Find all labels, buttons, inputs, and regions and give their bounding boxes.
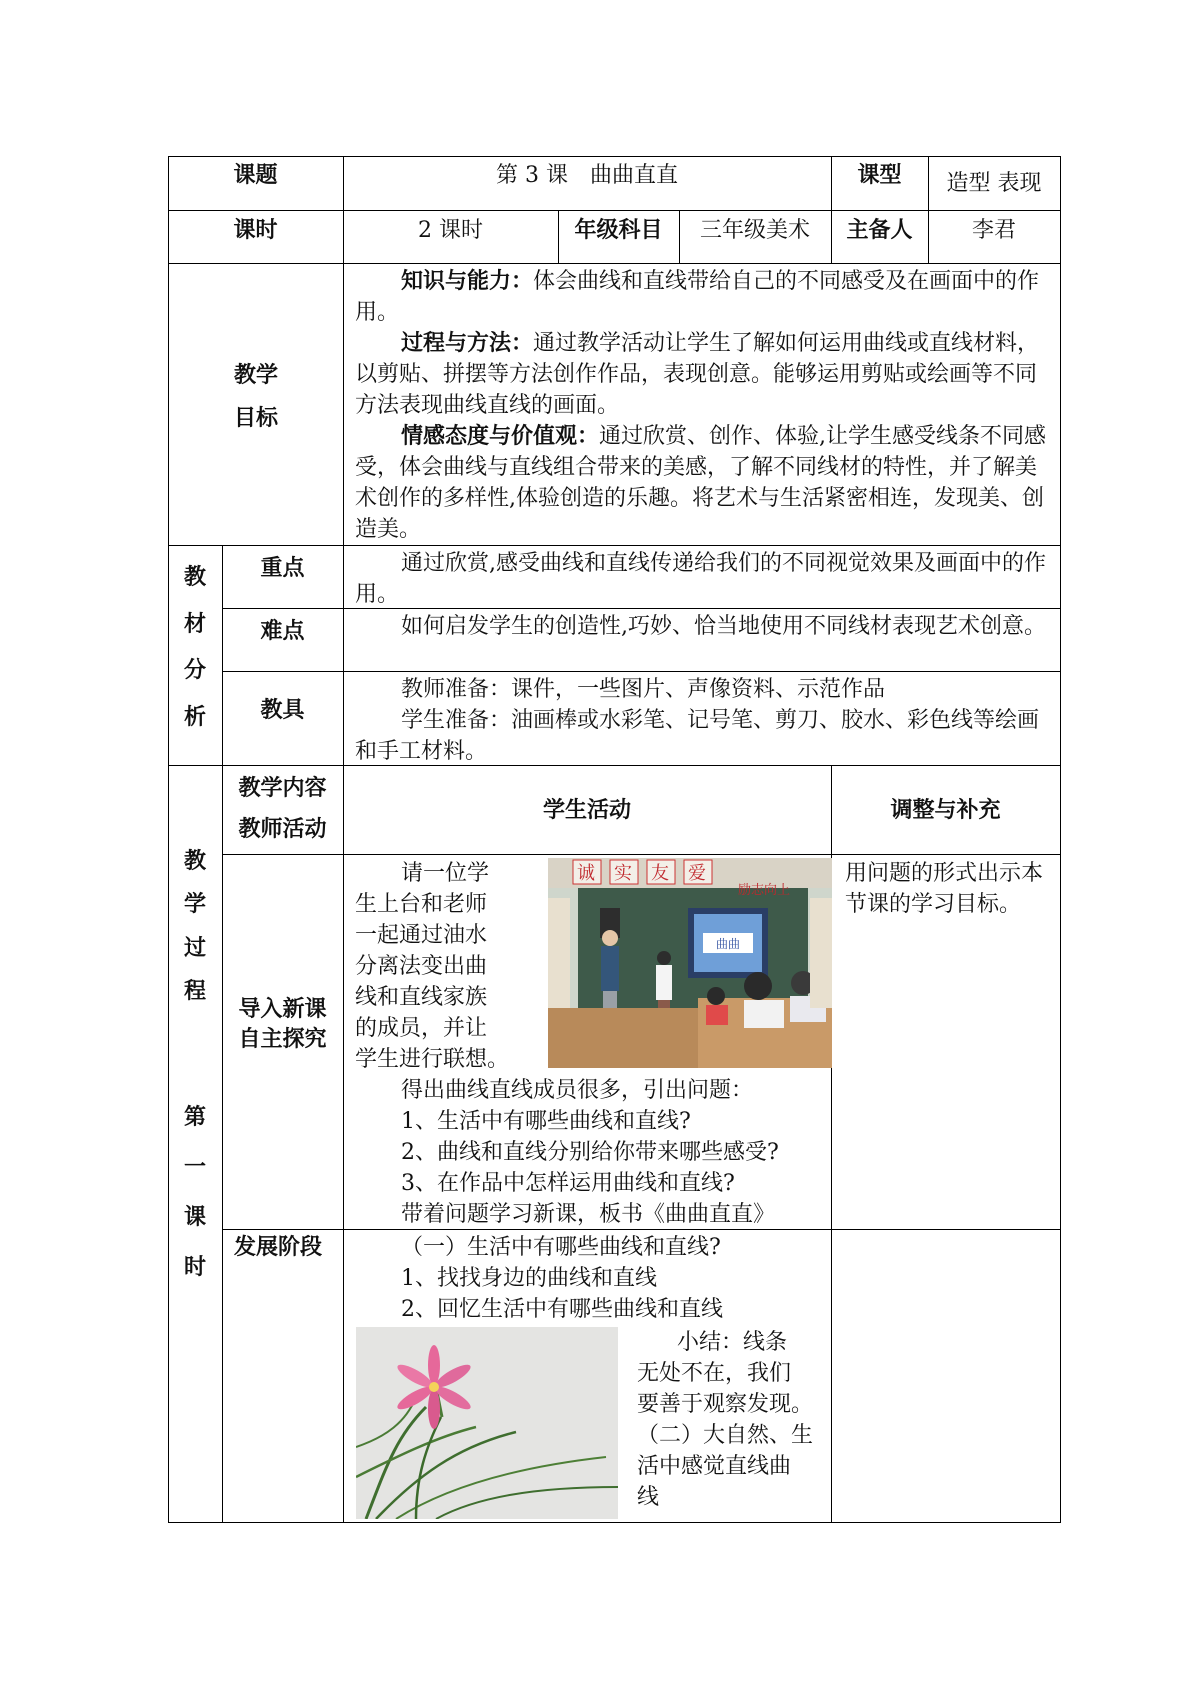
process-side-4: 程 <box>184 979 207 1004</box>
analysis-side-1: 教 <box>184 565 207 590</box>
intro-label-2: 自主探究 <box>238 1027 327 1052</box>
difficulty-label: 难点 <box>260 619 305 644</box>
develop-lines <box>355 1232 825 1325</box>
analysis-side-2: 材 <box>184 612 207 637</box>
author-label: 主备人 <box>846 218 913 243</box>
intro-line-5: 带着问题学习新课，板书《曲曲直直》 <box>401 1202 776 1227</box>
flower-photo <box>356 1327 618 1519</box>
intro-wrap-text: 请一位学 生上台和老师 一起通过油水 分离法变出曲 线和直线家族 的成员，并让 学生进行联想。 <box>355 861 510 1072</box>
photo-banner-4: 爱 <box>688 863 706 884</box>
analysis-side-4: 析 <box>184 705 207 730</box>
key-label: 重点 <box>260 556 305 581</box>
intro-line-4: 3、在作品中怎样运用曲线和直线? <box>401 1171 735 1196</box>
hours-label: 课时 <box>233 218 278 243</box>
develop-wrap-text: 小结：线条 无处不在，我们 要善于观察发现。 （二）大自然、生 活中感觉直线曲 线 <box>637 1330 814 1510</box>
hours-value: 2 课时 <box>418 218 483 243</box>
difficulty-text: 如何启发学生的创造性,巧妙、恰当地使用不同线材表现艺术创意。 <box>401 614 1046 639</box>
objectives-label-2: 目标 <box>234 406 279 431</box>
type-label: 课型 <box>857 163 902 188</box>
intro-label-1: 导入新课 <box>238 997 327 1022</box>
rule-difficulty-bottom <box>222 671 1061 672</box>
lesson-side-2: 一 <box>184 1155 207 1180</box>
intro-adjust: 用问题的形式出示本节课的学习目标。 <box>845 861 1044 917</box>
col-content-2: 教师活动 <box>238 817 327 842</box>
develop-label: 发展阶段 <box>234 1235 323 1260</box>
objectives-label-1: 教学 <box>234 363 279 388</box>
objectives-body <box>355 266 1055 545</box>
process-side-3: 过 <box>184 936 207 961</box>
lesson-side-1: 第 <box>184 1105 207 1130</box>
rule-right <box>1060 156 1061 1523</box>
intro-line-1: 得出曲线直线成员很多，引出问题： <box>401 1078 754 1103</box>
rule-label-col-lower <box>343 545 344 1523</box>
rule-objectives-bottom <box>168 545 1061 546</box>
photo-banner-2: 实 <box>614 863 632 884</box>
grade-label: 年级科目 <box>574 218 663 243</box>
develop-line-3: 2、回忆生活中有哪些曲线和直线 <box>401 1297 723 1322</box>
tools-text <box>355 674 1055 767</box>
process-side-2: 学 <box>184 892 207 917</box>
rule-bottom <box>168 1522 1061 1523</box>
author-value: 李君 <box>971 218 1016 243</box>
key-text: 通过欣赏,感受曲线和直线传递给我们的不同视觉效果及画面中的作用。 <box>355 551 1046 607</box>
type-value: 造型 表现 <box>946 171 1042 196</box>
objective-attitude: 情感态度与价值观：通过欣赏、创作、体验,让学生感受线条不同感受，体会曲线与直线组合带来的美感，了解不同线材的特性，并了解美术创作的多样性,体验创造的乐趣。将艺术与生活紧密相连，发现美、创造美。 <box>355 424 1047 542</box>
topic-label: 课题 <box>233 163 278 188</box>
intro-line-3: 2、曲线和直线分别给你带来哪些感受? <box>401 1140 779 1165</box>
photo-banner-right: 励志向上 <box>738 883 791 898</box>
photo-banner-1: 诚 <box>577 863 595 884</box>
tools-label: 教具 <box>260 698 305 723</box>
col-content-1: 教学内容 <box>238 776 327 801</box>
develop-line-2: 1、找找身边的曲线和直线 <box>401 1266 657 1291</box>
classroom-photo <box>548 858 832 1068</box>
col-student: 学生活动 <box>542 798 631 823</box>
rule-header-bottom <box>222 854 1061 855</box>
topic-value: 第 3 课 曲曲直直 <box>496 163 678 188</box>
grade-value: 三年级美术 <box>699 218 810 243</box>
intro-lines <box>355 1075 825 1230</box>
rule-left <box>168 156 169 1523</box>
tools-student: 学生准备：油画棒或水彩笔、记号笔、剪刀、胶水、彩色线等绘画和手工材料。 <box>355 708 1040 764</box>
lesson-side-3: 课 <box>184 1205 207 1230</box>
analysis-side-3: 分 <box>184 658 207 683</box>
photo-screen-text: 曲曲 <box>716 937 741 951</box>
photo-banner-3: 友 <box>651 863 669 884</box>
col-adjust: 调整与补充 <box>890 798 1001 823</box>
objective-knowledge: 知识与能力：体会曲线和直线带给自己的不同感受及在画面中的作用。 <box>355 269 1040 325</box>
intro-line-2: 1、生活中有哪些曲线和直线? <box>401 1109 691 1134</box>
lesson-side-4: 时 <box>184 1255 207 1280</box>
rule-label-col <box>343 156 344 546</box>
process-side-1: 教 <box>184 849 207 874</box>
develop-line-1: （一）生活中有哪些曲线和直线? <box>401 1235 721 1260</box>
tools-teacher: 教师准备：课件，一些图片、声像资料、示范作品 <box>401 677 886 702</box>
objective-process: 过程与方法：通过教学活动让学生了解如何运用曲线或直线材料，以剪贴、拼摆等方法创作作品，表现创意。能够运用剪贴或绘画等不同方法表现曲线直线的画面。 <box>355 331 1040 418</box>
